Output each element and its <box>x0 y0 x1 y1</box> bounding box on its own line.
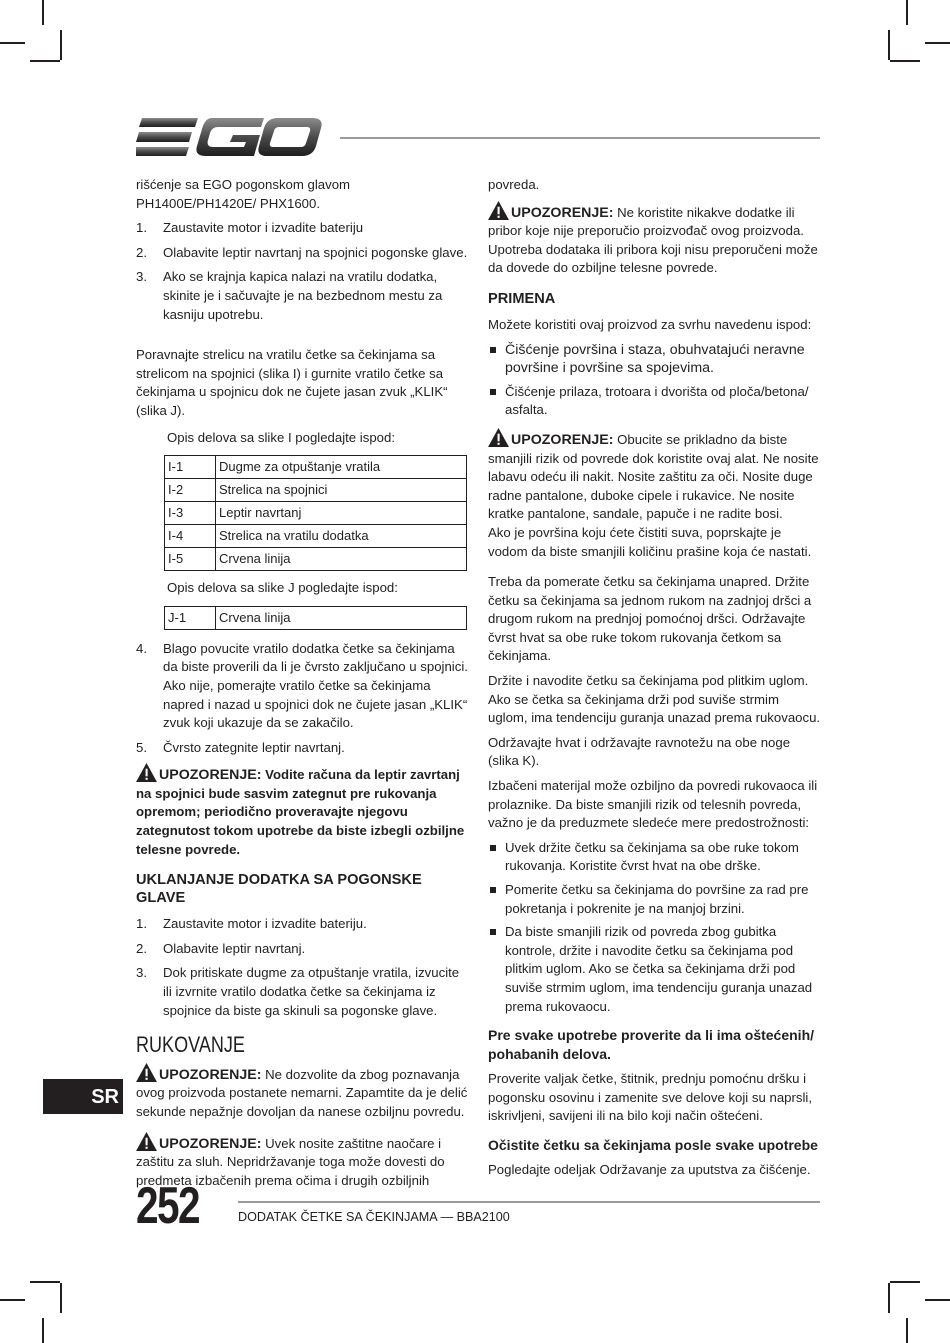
safety-list <box>488 839 821 1016</box>
list-item: 4. Blago povucite vratilo dodatka četke sa čekinjama da biste proverili da li je čvrsto zaključano u spojnici. Ako nije, pomerajte vratilo četke sa čekinjama napred i nazad u spojnici dok ne čujete jasan „KLIK“ zvuk koji ukazuje da se zakačilo. <box>136 640 468 731</box>
list-item: Čišćenje površina i staza, obuhvatajući neravne površine i površine sa spojevima. <box>488 341 821 378</box>
warning-icon <box>488 201 509 220</box>
table-row: I-4 Strelica na vratilu dodatka <box>165 525 467 548</box>
table-row: I-1 Dugme za otpuštanje vratila <box>165 456 467 479</box>
warning-block: UPOZORENJE: Uvek nosite zaštitne naočare i zaštitu za sluh. Nepridržavanje toga može dovesti do predmeta izbačenih prema očima i drugih ozbiljnih <box>136 1132 468 1191</box>
list-item: 3. Dok pritiskate dugme za otpuštanje vratila, izvucite ili izvrnite vratilo dodatka četke sa čekinjama iz spojnice da biste ga skinuli sa pogonske glave. <box>136 965 460 1018</box>
section-heading: RUKOVANJE <box>136 1032 245 1058</box>
parts-table-j <box>164 606 467 630</box>
page-number: 252 <box>136 1177 199 1235</box>
primena-intro: Možete koristiti ovaj proizvod za svrhu navedenu ispod: <box>488 316 812 332</box>
list-item: 1. Zaustavite motor i izvadite bateriju. <box>136 916 367 932</box>
warning-icon <box>488 428 509 447</box>
table-row: I-5 Crvena linija <box>165 548 467 571</box>
warning-icon <box>136 1132 157 1151</box>
clean-heading: Očistite četku sa čekinjama posle svake upotrebe <box>488 1136 818 1153</box>
list-item: 2. Olabavite leptir navrtanj. <box>136 940 306 956</box>
left-column <box>136 176 468 1200</box>
footer-title: DODATAK ČETKE SA ČEKINJAMA — BBA2100 <box>238 1210 510 1224</box>
warning-icon <box>136 763 157 782</box>
warning-icon <box>136 1063 157 1082</box>
table-row: I-2 Strelica na spojnici <box>165 479 467 502</box>
warning-block: UPOZORENJE: Vodite računa da leptir zavrtanj na spojnici bude sasvim zategnut pre rukovanja opremom; periodično proveravajte njegovu zategnutost tokom upotrebe da biste izbegli ozbiljne telesne povrede. <box>136 763 468 859</box>
list-item: Uvek držite četku sa čekinjama sa obe ruke tokom rukovanja. Koristite čvrst hvat na obe drške. <box>488 839 821 876</box>
ego-logo <box>136 116 322 163</box>
table-row: J-1 Crvena linija <box>165 606 467 629</box>
list-item: Pomerite četku sa čekinjama do površine za rad pre pokretanja i pokrenite je na manjoj brzini. <box>488 881 821 918</box>
header-rule <box>340 137 820 139</box>
footer-rule <box>238 1201 820 1203</box>
removal-heading: UKLANJANJE DODATKA SA POGONSKE GLAVE <box>136 872 422 907</box>
steps-list-1 <box>136 219 468 324</box>
check-heading: Pre svake upotrebe proverite da li ima oštećenih/ pohabanih delova. <box>488 1027 815 1063</box>
check-text: Proverite valjak četke, štitnik, prednju pomoćnu dršku i pogonsku osovinu i zamenite sve delove koji su naprsli, iskrivljeni, savijeni ili na bilo koji način oštećeni. <box>488 1071 813 1124</box>
parts-table-i <box>164 455 467 571</box>
list-item: Da biste smanjili rizik od povreda zbog gubitka kontrole, držite i navodite četku sa čekinjama pod plitkim uglom. Ako se četka sa čekinjama drži pod suviše strmim uglom, ima tendenciju guranja unazad prema rukovaocu. <box>488 923 821 1016</box>
warning-block: UPOZORENJE: Ne koristite nikakve dodatke ili pribor koje nije preporučio proizvođač ovog proizvoda. Upotreba dodataka ili pribora koji nisu preporučeni može da dovede do ozbiljne telesne povrede. <box>488 201 821 278</box>
warning-block: UPOZORENJE: Ne dozvolite da zbog poznavanja ovog proizvoda postanete nemarni. Zapamtite da je delić sekunde nepažnje dovoljan da nanese ozbiljnu povredu. <box>136 1063 468 1122</box>
list-item: 3. Ako se krajnja kapica nalazi na vratilu dodatka, skinite je i sačuvajte je na bezbednom mestu za kasniju upotrebu. <box>136 269 443 322</box>
steps-list-2 <box>136 640 468 758</box>
paragraph: Izbačeni materijal može ozbiljno da povredi rukovaoca ili prolaznike. Da biste smanjili rizik od telesnih povreda, važno je da preduzmete sledeće mere predostrožnosti: <box>488 778 818 831</box>
intro-text: rišćenje sa EGO pogonskom glavom PH1400E/PH1420E/ PHX1600. <box>136 177 351 211</box>
table-row: I-3 Leptir navrtanj <box>165 502 467 525</box>
warning-block: UPOZORENJE: Obucite se prikladno da biste smanjili rizik od povrede dok koristite ovaj alat. Ne nosite labavu odeću ili nakit. Nosite zaštitu za oči. Nosite duge radne pantalone, duboke cipele i rukavice. Ne nosite kratke pantalone, sandale, papuče i ne radite bosi. <box>488 428 821 524</box>
list-item: 5. Čvrsto zategnite leptir navrtanj. <box>136 739 345 755</box>
warning-extra: Ako je površina koju ćete čistiti suva, poprskajte je vodom da biste smanjili količinu prašine koja će nastati. <box>488 524 812 559</box>
clean-text: Pogledajte odeljak Održavanje za uputstva za čišćenje. <box>488 1161 811 1177</box>
list-item: 1. Zaustavite motor i izvadite bateriju <box>136 220 364 236</box>
table-i-caption: Opis delova sa slike I pogledajte ispod: <box>167 429 395 445</box>
list-item: Čišćenje prilaza, trotoara i dvorišta od ploča/betona/ asfalta. <box>488 383 821 420</box>
right-column <box>488 176 821 1180</box>
continued-text: povreda. <box>488 177 540 192</box>
language-tab: SR <box>43 1079 123 1114</box>
paragraph: Držite i navodite četku sa čekinjama pod plitkim uglom. Ako se četka sa čekinjama drži pod suviše strmim uglom, ima tendenciju guranja unazad prema rukovaocu. <box>488 673 821 726</box>
table-j-caption: Opis delova sa slike J pogledajte ispod: <box>167 580 398 596</box>
align-paragraph: Poravnajte strelicu na vratilu četke sa čekinjama sa strelicom na spojnici (slika I) i gurnite vratilo četke sa čekinjama u spojnicu dok ne čujete jasan zvuk „KLIK“ (slika J). <box>136 347 448 418</box>
paragraph: Održavajte hvat i održavajte ravnotežu na obe noge (slika K). <box>488 734 791 769</box>
paragraph: Treba da pomerate četku sa čekinjama unapred. Držite četku sa čekinjama sa jednom rukom na zadnjoj dršci a drugom rukom na prednjoj pomoćnoj dršci. Održavajte čvrst hvat sa obe ruke tokom rukovanja četkom sa čekinjama. <box>488 574 812 664</box>
primena-list <box>488 341 821 420</box>
primena-heading: PRIMENA <box>488 290 556 307</box>
steps-list-3 <box>136 915 468 1020</box>
list-item: 2. Olabavite leptir navrtanj na spojnici pogonske glave. <box>136 244 468 260</box>
